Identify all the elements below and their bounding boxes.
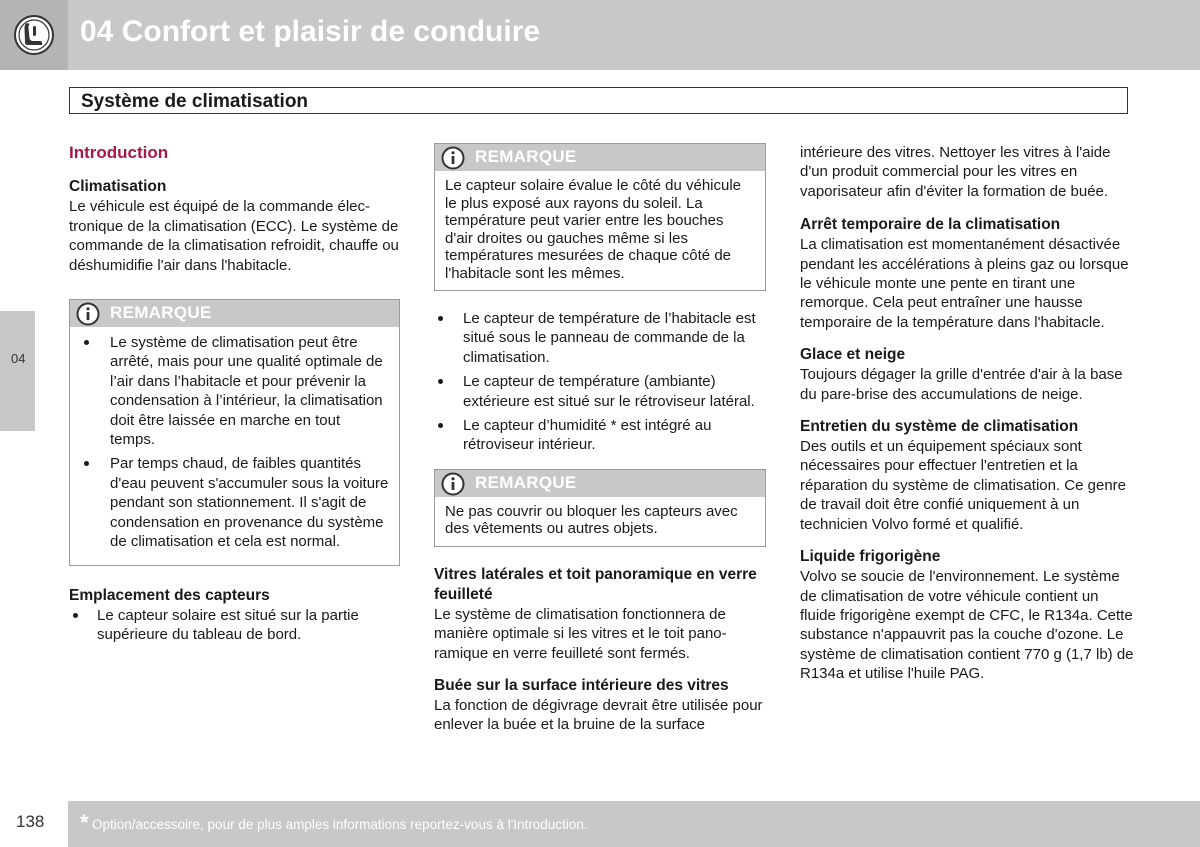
note-box-2 <box>434 143 766 291</box>
arret-heading: Arrêt temporaire de la climatisation <box>800 216 1061 234</box>
buee-continuation: intérieure des vitres. Nettoyer les vitres à l'aide d'un produit commercial pour les vitres en vaporisateur afin d'éviter la formation de buée. <box>800 144 1111 200</box>
glace-heading: Glace et neige <box>800 346 906 364</box>
chapter-title: 04 Confort et plaisir de conduire <box>80 15 541 48</box>
entretien-heading: Entretien du système de climatisation <box>800 418 1079 436</box>
list-item: Le capteur solaire est situé sur la partie supérieure du tableau de bord. <box>69 606 403 645</box>
intro-heading: Introduction <box>69 143 169 162</box>
note-text: Le capteur solaire évalue le côté du véhicule le plus exposé aux rayons du soleil. La température peut varier entre les bouches d'air droites ou gauches même si les températures mesurées de chaque côté de l'habitacle sont les mêmes. <box>445 177 742 282</box>
footer-star: * <box>80 810 89 835</box>
buee-heading: Buée sur la surface intérieure des vitres <box>434 677 729 695</box>
clim-text: Le véhicule est équipé de la commande électronique de la climatisation (ECC). Le système de commande de la climatisation refroidit, chauffe ou déshumidifie l'air dans l'habitacle. <box>69 198 399 274</box>
column-3 <box>800 143 1135 697</box>
vitres-heading: Vitres latérales et toit panoramique en verre feuilleté <box>434 565 757 603</box>
note-header <box>435 470 765 497</box>
note-header <box>435 144 765 171</box>
seat-icon <box>13 14 55 56</box>
note-box-1 <box>69 299 400 565</box>
glace-text: Toujours dégager la grille d'entrée d'air à la base du pare-brise des accumulations de neige. <box>800 366 1123 403</box>
footer-note: Option/accessoire, pour de plus amples informations reportez-vous à l'Introduction. <box>92 817 588 832</box>
entretien-text: Des outils et un équipement spéciaux sont nécessaires pour effectuer l'entretien et la réparation du système de climatisation. Ce genre de travail doit être confié uniquement à un technicien Volvo formé et qualifié. <box>800 438 1127 533</box>
note-body <box>435 497 765 546</box>
note-label: REMARQUE <box>110 303 212 323</box>
list-item: Le capteur de température de l’habitacle est situé sous le panneau de commande de la climatisation. <box>434 309 768 367</box>
note-label: REMARQUE <box>475 472 577 492</box>
note-text: Ne pas couvrir ou bloquer les capteurs avec des vêtements ou autres objets. <box>445 502 738 538</box>
note-body <box>435 171 765 290</box>
section-title-box <box>69 87 1128 114</box>
note-label: REMARQUE <box>475 147 577 166</box>
header-bar <box>0 0 1200 70</box>
section-title: Système de climatisation <box>81 91 309 112</box>
liquide-text: Volvo se soucie de l'environnement. Le système de climatisation de votre véhicule contient un fluide frigorigène exempt de CFC, le R134a. Cette substance n'appauvrit pas la couche d'ozone. Le système de climatisation contient 770 g (1,7 lb) de R134a et utilise l'huile PAG. <box>800 568 1134 683</box>
arret-text: La climatisation est momentanément désactivée pendant les accélérations à pleins gaz ou lorsque le véhicule monte une pente en tirant une remorque. Cela peut entraîner une hausse temporaire de la température dans l'habitacle. <box>800 236 1129 331</box>
clim-heading: Climatisation <box>69 178 167 196</box>
column-1 <box>69 140 403 657</box>
chapter-side-tab <box>0 311 35 431</box>
buee-text: La fonction de dégivrage devrait être utilisée pour enlever la buée et la bruine de la surface <box>434 697 763 734</box>
info-icon <box>76 302 100 326</box>
footer-bar <box>68 801 1200 847</box>
note-header <box>70 300 399 327</box>
list-item: Le capteur de température (ambiante) extérieure est situé sur le rétroviseur latéral. <box>434 372 768 411</box>
liquide-heading: Liquide frigorigène <box>800 548 941 566</box>
info-icon <box>441 472 465 496</box>
note-item: Par temps chaud, de faibles quantités d'eau peuvent s'accumuler sous la voiture pendant son stationnement. Il s'agit de condensation en provenance du système de climatisation et cela est normal. <box>80 454 389 551</box>
note-body <box>70 327 399 564</box>
page-number: 138 <box>16 812 45 831</box>
column-2 <box>434 143 768 748</box>
note-box-3 <box>434 469 766 547</box>
chapter-icon-box <box>0 0 68 70</box>
info-icon <box>441 146 465 170</box>
vitres-text: Le système de climatisation fonctionnera de manière optimale si les vitres et le toit panoramique en verre feuilleté sont fermés. <box>434 605 727 662</box>
sensors-heading: Emplacement des capteurs <box>69 586 270 604</box>
list-item: Le capteur d’humidité * est intégré au rétroviseur intérieur. <box>434 416 768 455</box>
note-item: Le système de climatisation peut être arrêté, mais pour une qualité optimale de l’air dans l’habitacle et pour prévenir la condensation à l’intérieur, la climatisation doit être laissée en marche en tout temps. <box>80 333 389 449</box>
side-tab-label: 04 <box>11 351 26 366</box>
